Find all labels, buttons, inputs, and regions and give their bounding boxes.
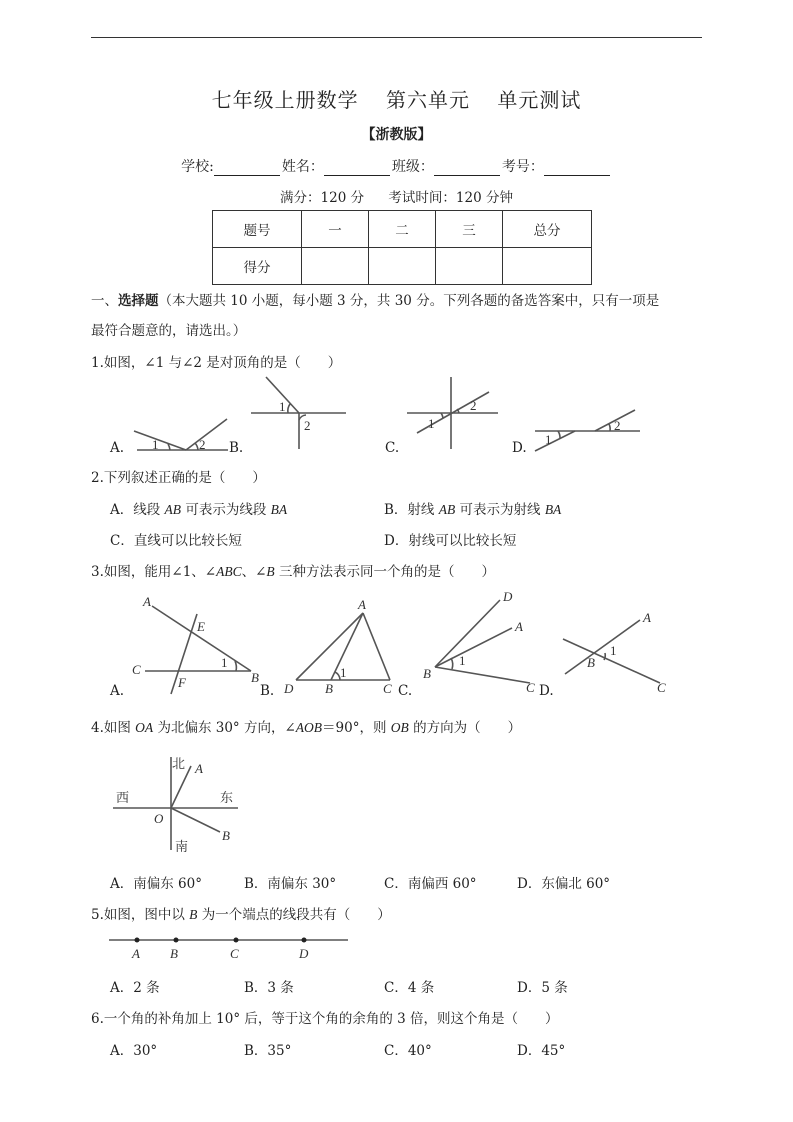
title-part-test: 单元测试 [497, 88, 582, 112]
compass-ray-a: A [195, 761, 203, 776]
compass-north: 北 [172, 757, 186, 772]
q3b-point-d: D [284, 681, 294, 696]
q4-compass-figure [113, 757, 238, 855]
section-prefix: 一、 [91, 293, 118, 309]
q5-line-figure [109, 938, 348, 962]
q3b-point-b: B [325, 681, 333, 696]
q1a-angle1: 1 [152, 437, 159, 452]
math-var: AB [164, 502, 182, 517]
compass-south: 南 [175, 840, 189, 855]
point-c [234, 938, 239, 943]
q5-point-c: C [230, 946, 239, 961]
q4-option-c[interactable]: C．南偏西 60° [384, 876, 477, 892]
point-b [174, 938, 179, 943]
section-desc-1: （本大题共 10 小题，每小题 3 分，共 30 分。下列各题的备选答案中，只有一项是 [158, 293, 660, 309]
q3c-angle1: 1 [459, 653, 466, 668]
q5-option-c[interactable]: C．4 条 [384, 980, 435, 996]
q1-figure-b [251, 377, 346, 449]
q3-label-d: D. [539, 683, 554, 699]
q3a-angle1: 1 [221, 655, 228, 670]
q3-figure-c [423, 589, 535, 695]
q3c-point-b: B [423, 666, 431, 681]
q6-option-a[interactable]: A．30° [110, 1043, 158, 1059]
q3d-point-a: A [643, 610, 651, 625]
q3b-point-a: A [358, 597, 366, 612]
math-var: AOB [295, 720, 323, 735]
option-letter: B． [384, 502, 408, 518]
q1b-angle1: 1 [279, 399, 286, 414]
q1c-angle1: 1 [428, 416, 435, 431]
question-4-stem [91, 716, 521, 736]
q2-option-d[interactable] [384, 529, 516, 549]
q2-option-a[interactable] [110, 498, 287, 518]
q4-option-b[interactable]: B．南偏东 30° [244, 876, 337, 892]
option-text: 可表示为线段 [181, 502, 271, 518]
q3a-point-c: C [132, 662, 141, 677]
option-letter: D． [384, 533, 409, 549]
q3b-angle1: 1 [340, 665, 347, 680]
option-text: 线段 [133, 502, 165, 518]
q3-label-b: B. [260, 683, 275, 699]
q5-point-b: B [170, 946, 178, 961]
question-3-stem [91, 560, 495, 580]
q1d-angle1: 1 [545, 432, 552, 447]
stem-text: 、∠ [241, 564, 267, 580]
section-name: 选择题 [118, 293, 159, 309]
q1c-angle2: 2 [470, 398, 477, 413]
q1d-angle2: 2 [614, 418, 621, 433]
q4-option-a[interactable]: A．南偏东 60° [110, 876, 202, 892]
question-6-stem: 6.一个角的补角加上 10° 后，等于这个角的余角的 3 倍，则这个角是（ ） [91, 1011, 559, 1027]
q2-option-b[interactable] [384, 498, 561, 518]
math-var: BA [270, 502, 288, 517]
option-letter: C． [110, 533, 134, 549]
q6-option-b[interactable]: B．35° [244, 1043, 292, 1059]
q5-option-b[interactable]: B．3 条 [244, 980, 294, 996]
score-cell: 题号 [213, 211, 302, 248]
compass-ray-b: B [222, 828, 230, 843]
q3a-point-b: B [251, 670, 259, 685]
option-letter: A． [110, 502, 134, 518]
q3a-point-a: A [143, 594, 151, 609]
q3c-point-d: D [503, 589, 513, 604]
q3a-point-e: E [197, 619, 205, 634]
q6-option-c[interactable]: C．40° [384, 1043, 432, 1059]
q1a-angle2: 2 [199, 437, 206, 452]
q3-figure-b [283, 597, 392, 696]
title-part-grade: 七年级上册数学 [211, 88, 359, 112]
class-label: 班级： [391, 159, 434, 175]
section-desc-2: 最符合题意的，请选出。） [91, 323, 247, 339]
point-d [302, 938, 307, 943]
q1-label-c: C. [385, 440, 400, 456]
option-text: 可表示为射线 [455, 502, 545, 518]
q5-point-a: A [132, 946, 140, 961]
score-cell: 得分 [213, 248, 302, 285]
compass-origin: O [154, 811, 164, 826]
score-cell: 一 [302, 211, 369, 248]
compass-west: 西 [116, 791, 130, 806]
math-var: AB [438, 502, 456, 517]
edition-label: 【浙教版】 [361, 127, 432, 143]
question-2-stem: 2.下列叙述正确的是（ ） [91, 470, 266, 486]
school-label: 学校: [181, 159, 214, 175]
q1b-angle2: 2 [304, 418, 311, 433]
q5-option-d[interactable]: D．5 条 [517, 980, 568, 996]
q1-label-a: A. [110, 440, 125, 456]
q3d-point-c: C [657, 680, 666, 695]
q3c-point-a: A [515, 619, 523, 634]
q1-figure-c [407, 377, 498, 449]
stem-text: 为一个端点的线段共有（ ） [197, 907, 391, 923]
question-5-stem [91, 903, 391, 923]
q1-figure-d [535, 410, 640, 451]
q5-option-a[interactable]: A．2 条 [110, 980, 160, 996]
math-var: OA [135, 720, 154, 735]
math-var: OB [390, 720, 409, 735]
math-var: B [266, 564, 275, 579]
exam-number-label: 考号： [501, 159, 544, 175]
q3d-angle1: 1 [610, 643, 617, 658]
math-var: ABC [216, 564, 242, 579]
stem-text: ＝90°，则 [322, 720, 391, 736]
stem-text: 3.如图，能用∠1、∠ [91, 564, 217, 580]
q2-option-c[interactable] [110, 529, 242, 549]
math-var: B [189, 907, 198, 922]
option-text: 射线可以比较长短 [408, 533, 517, 549]
score-cell: 二 [369, 211, 436, 248]
q3d-point-b: B [587, 655, 595, 670]
stem-text: 5.如图，图中以 [91, 907, 190, 923]
q3-label-a: A. [110, 683, 125, 699]
score-cell: 三 [436, 211, 503, 248]
q3b-point-c: C [383, 681, 392, 696]
stem-text: 为北偏东 30° 方向，∠ [153, 720, 296, 736]
option-text: 直线可以比较长短 [133, 533, 242, 549]
q3-label-c: C. [398, 683, 413, 699]
score-cell: 总分 [503, 211, 592, 248]
q3a-point-f: F [178, 675, 186, 690]
point-a [135, 938, 140, 943]
stem-text: 三种方法表示同一个角的是（ ） [274, 564, 495, 580]
q3c-point-c: C [526, 680, 535, 695]
full-score: 满分：120 分 [280, 190, 365, 206]
q3-figure-a [132, 594, 259, 694]
stem-text: 的方向为（ ） [408, 720, 522, 736]
q3-figure-d [563, 610, 666, 695]
compass-east: 东 [220, 791, 234, 806]
q4-option-d[interactable]: D．东偏北 60° [517, 876, 611, 892]
title-part-unit: 第六单元 [386, 88, 470, 112]
question-1-stem: 1.如图，∠1 与∠2 是对顶角的是（ ） [91, 355, 342, 371]
math-var: BA [544, 502, 562, 517]
option-text: 射线 [407, 502, 439, 518]
q5-point-d: D [299, 946, 309, 961]
q1-label-d: D. [512, 440, 527, 456]
stem-text: 4.如图 [91, 720, 136, 736]
q6-option-d[interactable]: D．45° [517, 1043, 566, 1059]
q1-label-b: B. [229, 440, 244, 456]
exam-time: 考试时间：120 分钟 [388, 190, 513, 206]
q1-figure-a [134, 419, 228, 452]
name-label: 姓名： [281, 159, 324, 175]
